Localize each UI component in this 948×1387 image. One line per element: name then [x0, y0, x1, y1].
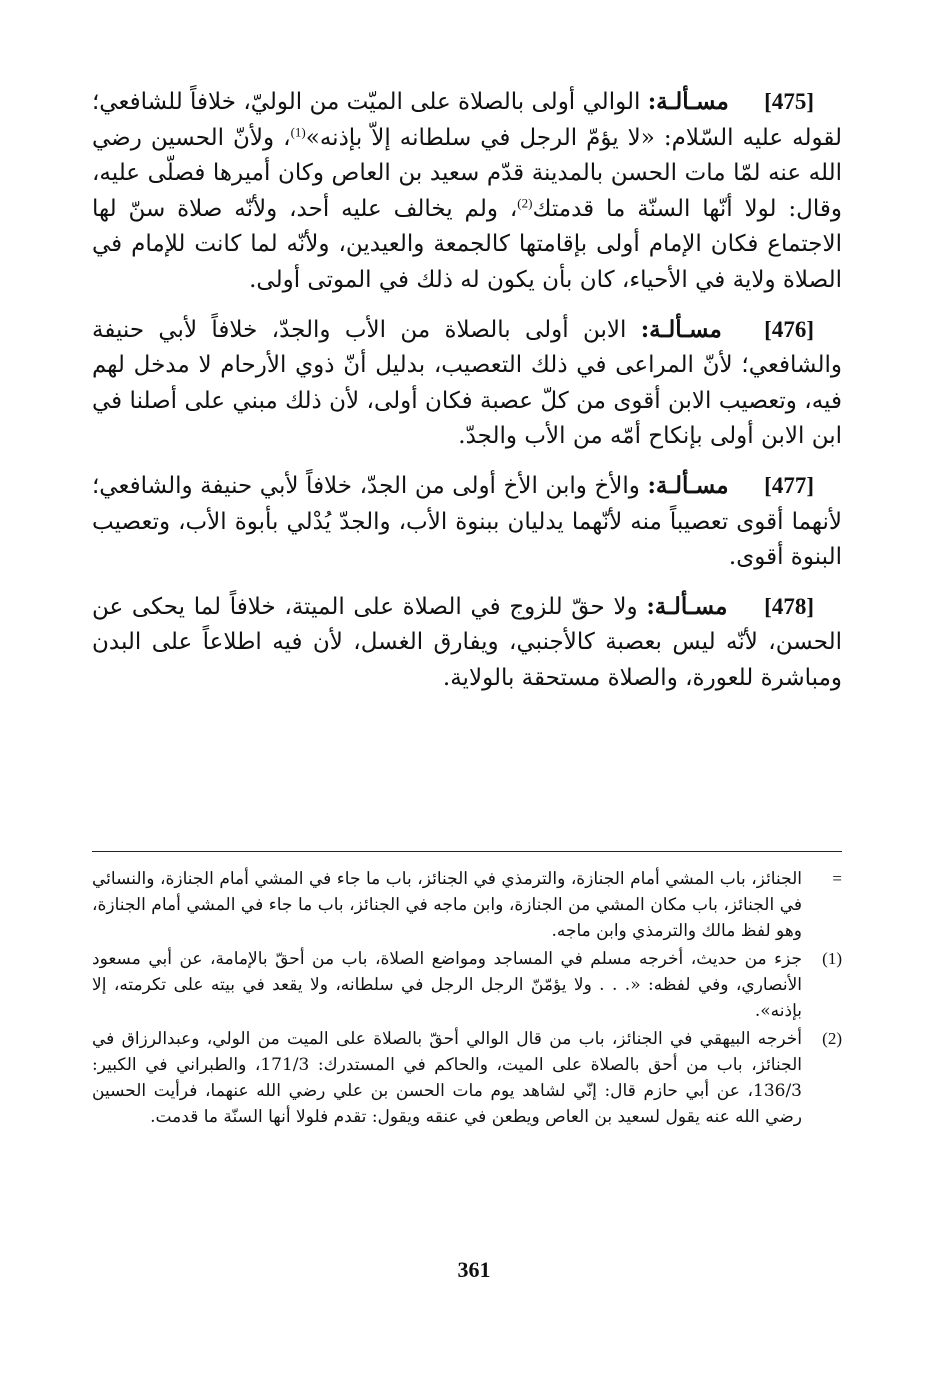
- footnote-1: [92, 946, 842, 1024]
- issue-number: [476]: [764, 316, 814, 342]
- issue-label: مسـألـة:: [640, 315, 722, 343]
- issue-label: مسـألـة:: [646, 592, 728, 620]
- paragraph-text: ، ولأنّ الحسين رضي الله عنه لمّا مات الحسن بالمدينة قدّم سعيد بن العاص وكان أميرها فصلّى عليه، وقال: لولا أنّها السنّة ما قدمتك: [92, 124, 842, 222]
- paragraph-text: ولا حقّ للزوج في الصلاة على الميتة، خلافاً لما يحكى عن الحسن، لأنّه ليس بعصبة كالأجنبي، ويفارق الغسل، لأن فيه اطلاعاً على البدن ومباشرة للعورة، والصلاة مستحقة بالولاية.: [92, 593, 842, 691]
- footnote-ref: (1): [290, 123, 306, 139]
- footnote-marker: (2): [822, 1029, 842, 1048]
- issue-number: [477]: [764, 472, 814, 498]
- issue-number: [475]: [764, 89, 814, 114]
- issue-476-paragraph: [92, 312, 842, 455]
- footnote-text: أخرجه البيهقي في الجنائز، باب من قال الوالي أحقّ بالصلاة على الميت من الولي، وعبدالرزاق في الجنائز، باب من أحق بالصلاة على الميت، والحاكم في المستدرك: 171/3، والطبراني في الكبير: 136/3، عن أبي حازم قال: إنّي لشاهد يوم مات الحسن بن علي رضي الله عنهما، فرأيت الحسين رضي الله عنه يقول لسعيد بن العاص ويطعن في عنقه ويقول: تقدم فلولا أنها السنّة ما قدمت.: [92, 1029, 802, 1127]
- issue-477-paragraph: [92, 468, 842, 576]
- footnote-continuation: [92, 866, 842, 944]
- footnote-marker: =: [832, 869, 842, 888]
- footnote-text: جزء من حديث، أخرجه مسلم في المساجد ومواضع الصلاة، باب من أحقّ بالإمامة، عن أبي مسعود الأنصاري، وفي لفظه: «. . . ولا يؤمّنّ الرجل الرجل في سلطانه، ولا يقعد في بيته على تكرمته، إلا بإذنه».: [92, 949, 802, 1021]
- footnote-2: [92, 1026, 842, 1130]
- paragraph-text: الابن أولى بالصلاة من الأب والجدّ، خلافاً لأبي حنيفة والشافعي؛ لأنّ المراعى في ذلك التعصيب، بدليل أنّ ذوي الأرحام لا مدخل لهم فيه، وتعصيب الابن أقوى من كلّ عصبة فكان أولى، لأن ذلك مبني على أصلنا في ابن الابن أولى بإنكاح أمّه من الأب والجدّ.: [92, 316, 842, 450]
- footnotes-section: [92, 866, 842, 1132]
- footnote-ref: (2): [517, 195, 533, 211]
- paragraph-text: الوالي أولى بالصلاة على الميّت من الوليّ، خلافاً للشافعي؛ لقوله عليه السّلام: «لا يؤمّ الرجل في سلطانه إلاّ بإذنه»: [92, 89, 842, 151]
- issue-478-paragraph: [92, 589, 842, 697]
- footnote-text: الجنائز، باب المشي أمام الجنازة، والترمذي في الجنائز، باب ما جاء في المشي أمام الجنازة، والنسائي في الجنائز، باب مكان المشي من الجنازة، وابن ماجه في الجنائز، باب ما جاء في المشي أمام الجنازة، وهو لفظ مالك والترمذي وابن ماجه.: [92, 869, 802, 941]
- issue-label: مسـألـة:: [647, 88, 729, 115]
- issue-label: مسـألـة:: [647, 471, 729, 499]
- issue-475-paragraph: [92, 84, 842, 299]
- issue-number: [478]: [764, 593, 814, 619]
- paragraph-text: والأخ وابن الأخ أولى من الجدّ، خلافاً لأبي حنيفة والشافعي؛ لأنهما أقوى تعصيباً منه لأنّهما يدليان ببنوة الأب، والجدّ يُدْلي بأبوة الأب، وتعصيب البنوة أقوى.: [92, 472, 842, 571]
- footnote-divider: [92, 851, 842, 852]
- page-number: 361: [457, 1257, 491, 1282]
- footnote-marker: (1): [822, 949, 842, 968]
- paragraph-text: ، ولم يخالف عليه أحد، ولأنّه صلاة سنّ لها الاجتماع فكان الإمام أولى بإقامتها كالجمعة والعيدين، ولأنّه لما كانت للإمام في الصلاة ولاية في الأحياء، كان بأن يكون له ذلك في الموتى أولى.: [92, 195, 842, 293]
- main-text-area: [92, 84, 842, 710]
